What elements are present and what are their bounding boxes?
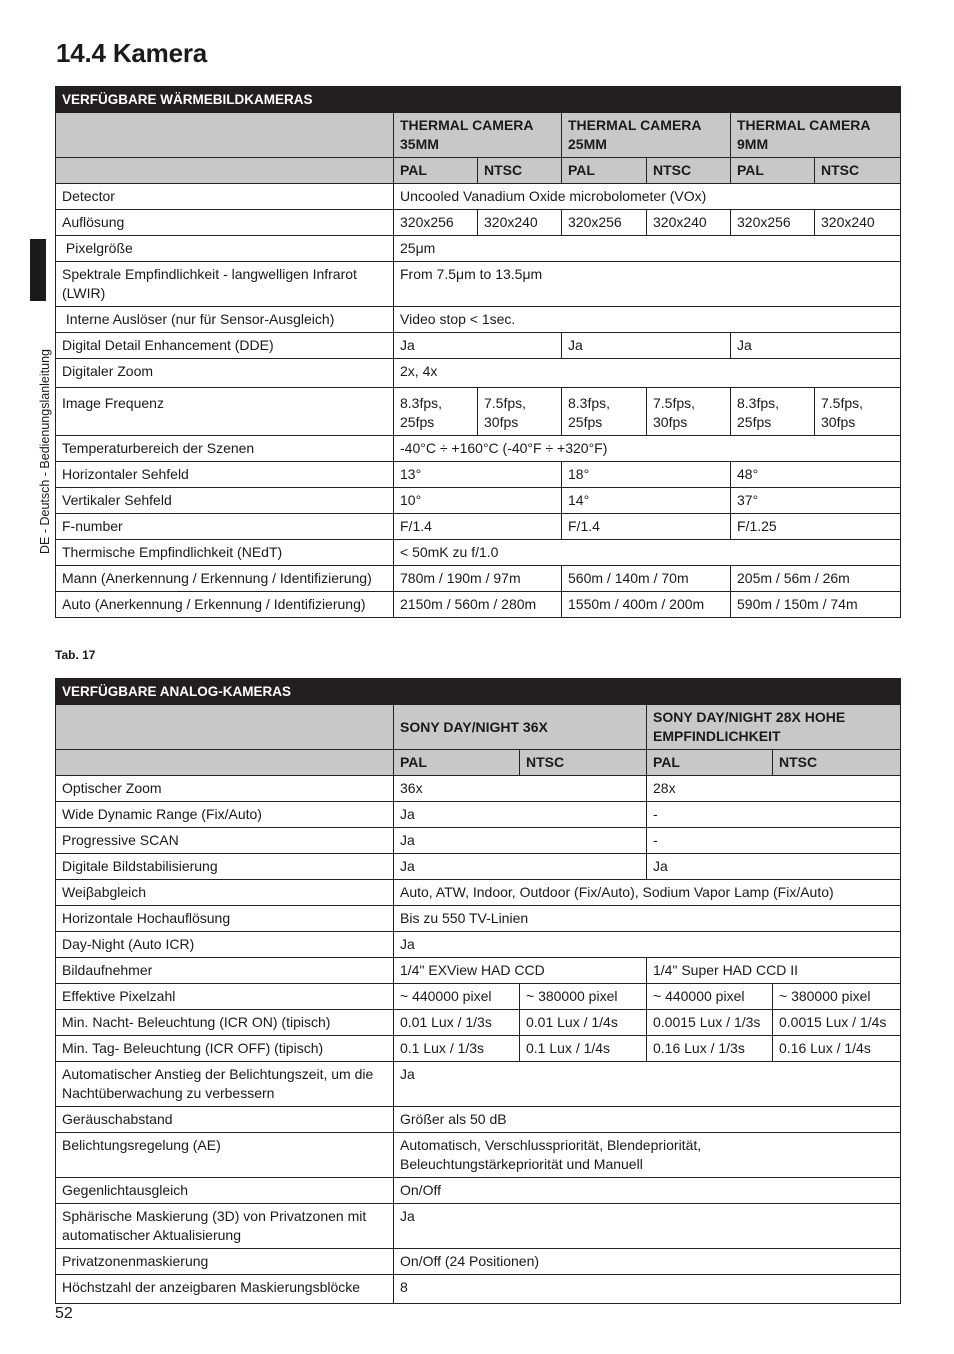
row-value: -: [647, 802, 901, 828]
row-value: 0.01 Lux / 1/4s: [520, 1010, 647, 1036]
table-row: [56, 1178, 901, 1204]
thermal-cameras-table: [55, 86, 901, 618]
row-value: Bis zu 550 TV-Linien: [394, 906, 901, 932]
format-label: PAL: [647, 750, 773, 776]
row-label: Wide Dynamic Range (Fix/Auto): [56, 802, 394, 828]
row-label: Image Frequenz: [56, 388, 394, 436]
row-value: 1/4" EXView HAD CCD: [394, 958, 647, 984]
table-row: [56, 333, 901, 359]
row-value: 560m / 140m / 70m: [562, 566, 731, 592]
row-value: 320x256: [562, 210, 647, 236]
row-value: 205m / 56m / 26m: [731, 566, 901, 592]
page-title: 14.4 Kamera: [56, 38, 208, 68]
row-label: Automatischer Anstieg der Belichtungszeit, um die Nachtüberwachung zu verbessern: [56, 1062, 394, 1107]
row-label: Optischer Zoom: [56, 776, 394, 802]
row-value: Ja: [394, 1062, 901, 1107]
row-value: 2x, 4x: [394, 359, 901, 388]
format-label: NTSC: [815, 158, 901, 184]
table-row: [56, 1036, 901, 1062]
row-value: 0.16 Lux / 1/4s: [773, 1036, 901, 1062]
row-value: Ja: [394, 828, 647, 854]
header-empty-cell: [56, 750, 394, 776]
row-value: 0.16 Lux / 1/3s: [647, 1036, 773, 1062]
row-value: 7.5fps, 30fps: [647, 388, 731, 436]
row-value: 0.01 Lux / 1/3s: [394, 1010, 520, 1036]
row-value: 1550m / 400m / 200m: [562, 592, 731, 618]
table-row: [56, 1275, 901, 1304]
format-label: PAL: [562, 158, 647, 184]
analog-cameras-table: [55, 678, 901, 1304]
row-value: 320x256: [731, 210, 815, 236]
row-label: Digital Detail Enhancement (DDE): [56, 333, 394, 359]
row-value: 28x: [647, 776, 901, 802]
row-value: Automatisch, Verschlusspriorität, Blendepriorität, Beleuchtungstärkepriorität und Manuell: [394, 1133, 901, 1178]
row-value: 8: [394, 1275, 901, 1304]
table-row: [56, 436, 901, 462]
table-row: [56, 958, 901, 984]
camera-name: THERMAL CAMERA 9MM: [731, 113, 901, 158]
row-label: Sphärische Maskierung (3D) von Privatzonen mit automatischer Aktualisierung: [56, 1204, 394, 1249]
table-row: [56, 462, 901, 488]
table-caption: Tab. 17: [55, 648, 96, 662]
table-row: [56, 802, 901, 828]
table-row: [56, 184, 901, 210]
table-row: [56, 540, 901, 566]
row-label: Progressive SCAN: [56, 828, 394, 854]
row-value: 320x256: [394, 210, 478, 236]
row-value: 37°: [731, 488, 901, 514]
row-label: Privatzonenmaskierung: [56, 1249, 394, 1275]
row-value: -40°C ÷ +160°C (-40°F ÷ +320°F): [394, 436, 901, 462]
row-value: 8.3fps, 25fps: [731, 388, 815, 436]
row-label: Interne Auslöser (nur für Sensor-Ausgleich): [56, 307, 394, 333]
table-row: [56, 1107, 901, 1133]
table-header-row: [56, 679, 901, 705]
table-row: [56, 776, 901, 802]
format-header-row: [56, 158, 901, 184]
row-label: Horizontaler Sehfeld: [56, 462, 394, 488]
row-value: -: [647, 828, 901, 854]
row-label: Auto (Anerkennung / Erkennung / Identifizierung): [56, 592, 394, 618]
row-value: Ja: [731, 333, 901, 359]
row-label: Digitale Bildstabilisierung: [56, 854, 394, 880]
table-row: [56, 1010, 901, 1036]
row-value: F/1.4: [562, 514, 731, 540]
row-label: Vertikaler Sehfeld: [56, 488, 394, 514]
row-label: F-number: [56, 514, 394, 540]
row-value: F/1.4: [394, 514, 562, 540]
format-label: NTSC: [773, 750, 901, 776]
row-value: Auto, ATW, Indoor, Outdoor (Fix/Auto), Sodium Vapor Lamp (Fix/Auto): [394, 880, 901, 906]
row-value: 13°: [394, 462, 562, 488]
row-label: Auflösung: [56, 210, 394, 236]
row-label: Belichtungsregelung (AE): [56, 1133, 394, 1178]
row-value: Ja: [394, 854, 647, 880]
row-value: 0.0015 Lux / 1/3s: [647, 1010, 773, 1036]
header-empty-cell: [56, 113, 394, 158]
row-label: Horizontale Hochauflösung: [56, 906, 394, 932]
row-value: ~ 440000 pixel: [394, 984, 520, 1010]
camera-name: THERMAL CAMERA 25MM: [562, 113, 731, 158]
row-label: Weiβabgleich: [56, 880, 394, 906]
row-label: Min. Tag- Beleuchtung (ICR OFF) (tipisch): [56, 1036, 394, 1062]
table-row: [56, 906, 901, 932]
row-label: Digitaler Zoom: [56, 359, 394, 388]
row-value: 8.3fps, 25fps: [562, 388, 647, 436]
row-value: 14°: [562, 488, 731, 514]
row-label: Temperaturbereich der Szenen: [56, 436, 394, 462]
table-header-row: [56, 87, 901, 113]
header-empty-cell: [56, 705, 394, 750]
row-label: Geräuschabstand: [56, 1107, 394, 1133]
table-row: [56, 488, 901, 514]
camera-header-row: [56, 113, 901, 158]
row-value: On/Off: [394, 1178, 901, 1204]
table-row: [56, 1062, 901, 1107]
table-row: [56, 592, 901, 618]
camera-name: THERMAL CAMERA 35MM: [394, 113, 562, 158]
camera-name: SONY DAY/NIGHT 28X HOHE EMPFINDLICHKEIT: [647, 705, 901, 750]
row-value: Ja: [394, 932, 901, 958]
header-empty-cell: [56, 158, 394, 184]
format-label: NTSC: [478, 158, 562, 184]
table-row: [56, 828, 901, 854]
row-value: 0.0015 Lux / 1/4s: [773, 1010, 901, 1036]
row-label: Effektive Pixelzahl: [56, 984, 394, 1010]
table-title: VERFÜGBARE WÄRMEBILDKAMERAS: [56, 87, 901, 113]
table-row: [56, 1249, 901, 1275]
row-value: 10°: [394, 488, 562, 514]
row-value: 18°: [562, 462, 731, 488]
row-label: Thermische Empfindlichkeit (NEdT): [56, 540, 394, 566]
camera-header-row: [56, 705, 901, 750]
row-value: 0.1 Lux / 1/3s: [394, 1036, 520, 1062]
row-value: Ja: [394, 333, 562, 359]
row-label: Spektrale Empfindlichkeit - langwelligen Infrarot (LWIR): [56, 262, 394, 307]
row-value: 7.5fps, 30fps: [815, 388, 901, 436]
format-header-row: [56, 750, 901, 776]
table-row: [56, 262, 901, 307]
row-value: From 7.5μm to 13.5μm: [394, 262, 901, 307]
row-label: Gegenlichtausgleich: [56, 1178, 394, 1204]
row-value: Uncooled Vanadium Oxide microbolometer (VOx): [394, 184, 901, 210]
row-value: F/1.25: [731, 514, 901, 540]
table-row: [56, 514, 901, 540]
row-value: 590m / 150m / 74m: [731, 592, 901, 618]
row-value: 2150m / 560m / 280m: [394, 592, 562, 618]
table-row: [56, 307, 901, 333]
row-value: Ja: [394, 1204, 901, 1249]
row-label: Detector: [56, 184, 394, 210]
row-label: Bildaufnehmer: [56, 958, 394, 984]
row-value: ~ 380000 pixel: [773, 984, 901, 1010]
row-value: ~ 440000 pixel: [647, 984, 773, 1010]
format-label: PAL: [394, 750, 520, 776]
table-title: VERFÜGBARE ANALOG-KAMERAS: [56, 679, 901, 705]
page-number: 52: [55, 1305, 73, 1322]
row-value: 320x240: [815, 210, 901, 236]
table-row: [56, 236, 901, 262]
row-value: 48°: [731, 462, 901, 488]
table-row: [56, 854, 901, 880]
row-value: 780m / 190m / 97m: [394, 566, 562, 592]
row-value: 320x240: [478, 210, 562, 236]
camera-name: SONY DAY/NIGHT 36X: [394, 705, 647, 750]
row-value: Ja: [562, 333, 731, 359]
format-label: NTSC: [647, 158, 731, 184]
row-value: On/Off (24 Positionen): [394, 1249, 901, 1275]
side-language-label: DE - Deutsch - Bedienungslanleitung: [38, 349, 52, 554]
table-row: [56, 1133, 901, 1178]
row-label: Mann (Anerkennung / Erkennung / Identifizierung): [56, 566, 394, 592]
row-label: Day-Night (Auto ICR): [56, 932, 394, 958]
table-row: [56, 210, 901, 236]
row-label: Pixelgröße: [56, 236, 394, 262]
row-value: 0.1 Lux / 1/4s: [520, 1036, 647, 1062]
row-value: 7.5fps, 30fps: [478, 388, 562, 436]
row-value: Ja: [647, 854, 901, 880]
table-row: [56, 880, 901, 906]
table-row: [56, 359, 901, 388]
format-label: PAL: [394, 158, 478, 184]
row-value: 36x: [394, 776, 647, 802]
format-label: NTSC: [520, 750, 647, 776]
row-label: Höchstzahl der anzeigbaren Maskierungsblöcke: [56, 1275, 394, 1304]
row-label: Min. Nacht- Beleuchtung (ICR ON) (tipisch): [56, 1010, 394, 1036]
row-value: Größer als 50 dB: [394, 1107, 901, 1133]
table-row: [56, 932, 901, 958]
row-value: 1/4" Super HAD CCD II: [647, 958, 901, 984]
table-row: [56, 388, 901, 436]
row-value: Video stop < 1sec.: [394, 307, 901, 333]
row-value: 320x240: [647, 210, 731, 236]
row-value: ~ 380000 pixel: [520, 984, 647, 1010]
row-value: < 50mK zu f/1.0: [394, 540, 901, 566]
table-row: [56, 566, 901, 592]
table-row: [56, 1204, 901, 1249]
table-row: [56, 984, 901, 1010]
row-value: 25μm: [394, 236, 901, 262]
side-tab-marker: [30, 239, 46, 301]
row-value: 8.3fps, 25fps: [394, 388, 478, 436]
format-label: PAL: [731, 158, 815, 184]
row-value: Ja: [394, 802, 647, 828]
